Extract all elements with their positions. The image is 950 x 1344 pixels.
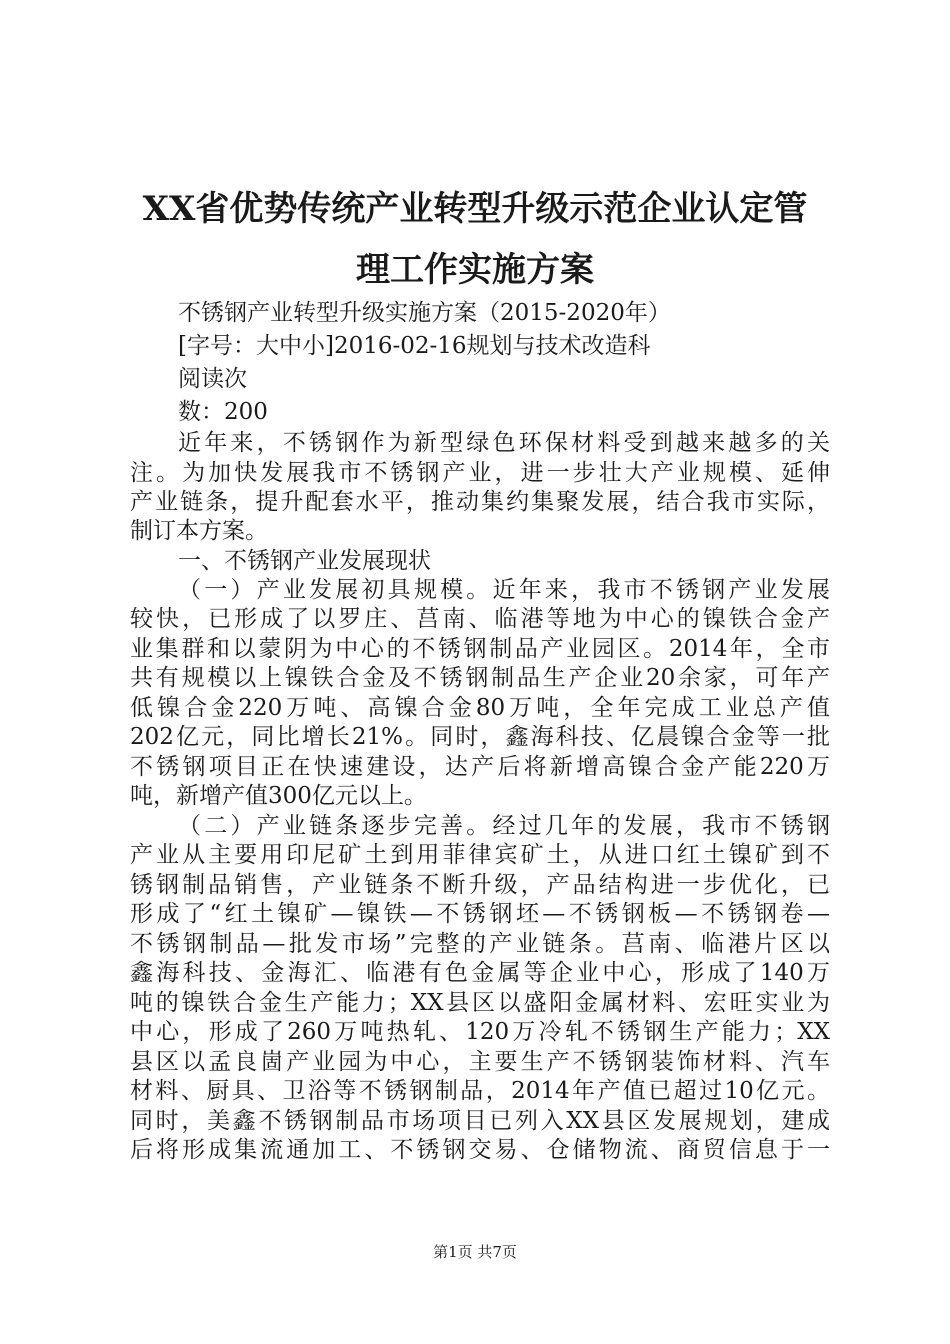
body-line: 县区以孟良崮产业园为中心，主要生产不锈钢装饰材料、汽车	[130, 1049, 830, 1075]
meta-line: [字号：大中小]2016-02-16规划与技术改造科	[178, 333, 651, 359]
page-number-footer: 第1页 共7页	[433, 1243, 517, 1261]
document-title-line-1: XX省优势传统产业转型升级示范企业认定管	[142, 189, 808, 229]
body-line: 业集群和以蒙阴为中心的不锈钢制品产业园区。2014年，全市	[130, 636, 830, 662]
body-line: 产业从主要用印尼矿土到用菲律宾矿土，从进口红土镍矿到不	[130, 842, 830, 868]
body-line: 吨的镍铁合金生产能力；XX县区以盛阳金属材料、宏旺实业为	[130, 990, 830, 1016]
section-heading: 一、不锈钢产业发展现状	[178, 548, 431, 574]
body-line: 注。为加快发展我市不锈钢产业，进一步壮大产业规模、延伸	[130, 460, 830, 486]
body-line: 低镍合金220万吨、高镍合金80万吨，全年完成工业总产值	[130, 695, 830, 721]
body-line: 锈钢制品销售，产业链条不断升级，产品结构进一步优化，已	[130, 872, 830, 898]
body-line: （二）产业链条逐步完善。经过几年的发展，我市不锈钢	[178, 813, 830, 839]
body-line: 同时，美鑫不锈钢制品市场项目已列入XX县区发展规划，建成	[130, 1108, 830, 1134]
body-line: 材料、厨具、卫浴等不锈钢制品，2014年产值已超过10亿元。	[130, 1078, 830, 1104]
body-line: 202亿元，同比增长21%。同时，鑫海科技、亿晨镍合金等一批	[130, 724, 830, 750]
body-line: 近年来，不锈钢作为新型绿色环保材料受到越来越多的关	[178, 430, 830, 456]
body-line: 不锈钢制品—批发市场”完整的产业链条。莒南、临港片区以	[130, 931, 830, 957]
body-line: 形成了“红土镍矿—镍铁—不锈钢坯—不锈钢板—不锈钢卷—	[130, 901, 830, 927]
body-line: 共有规模以上镍铁合金及不锈钢制品生产企业20余家，可年产	[130, 665, 830, 691]
body-line: 后将形成集流通加工、不锈钢交易、仓储物流、商贸信息于一	[130, 1137, 830, 1163]
body-line: 吨，新增产值300亿元以上。	[130, 783, 427, 809]
body-line: 鑫海科技、金海汇、临港有色金属等企业中心，形成了140万	[130, 960, 830, 986]
meta-line: 阅读次	[178, 366, 247, 392]
body-line: （一）产业发展初具规模。近年来，我市不锈钢产业发展	[178, 577, 830, 603]
body-line: 制订本方案。	[130, 518, 268, 544]
meta-line: 数：200	[178, 399, 268, 425]
body-line: 中心，形成了260万吨热轧、120万冷轧不锈钢生产能力；XX	[130, 1019, 830, 1045]
document-title-line-2: 理工作实施方案	[356, 250, 594, 290]
subtitle-line: 不锈钢产业转型升级实施方案（2015-2020年）	[178, 300, 671, 326]
body-line: 产业链条，提升配套水平，推动集约集聚发展，结合我市实际，	[130, 489, 830, 515]
body-line: 不锈钢项目正在快速建设，达产后将新增高镍合金产能220万	[130, 754, 830, 780]
body-line: 较快，已形成了以罗庄、莒南、临港等地为中心的镍铁合金产	[130, 606, 830, 632]
